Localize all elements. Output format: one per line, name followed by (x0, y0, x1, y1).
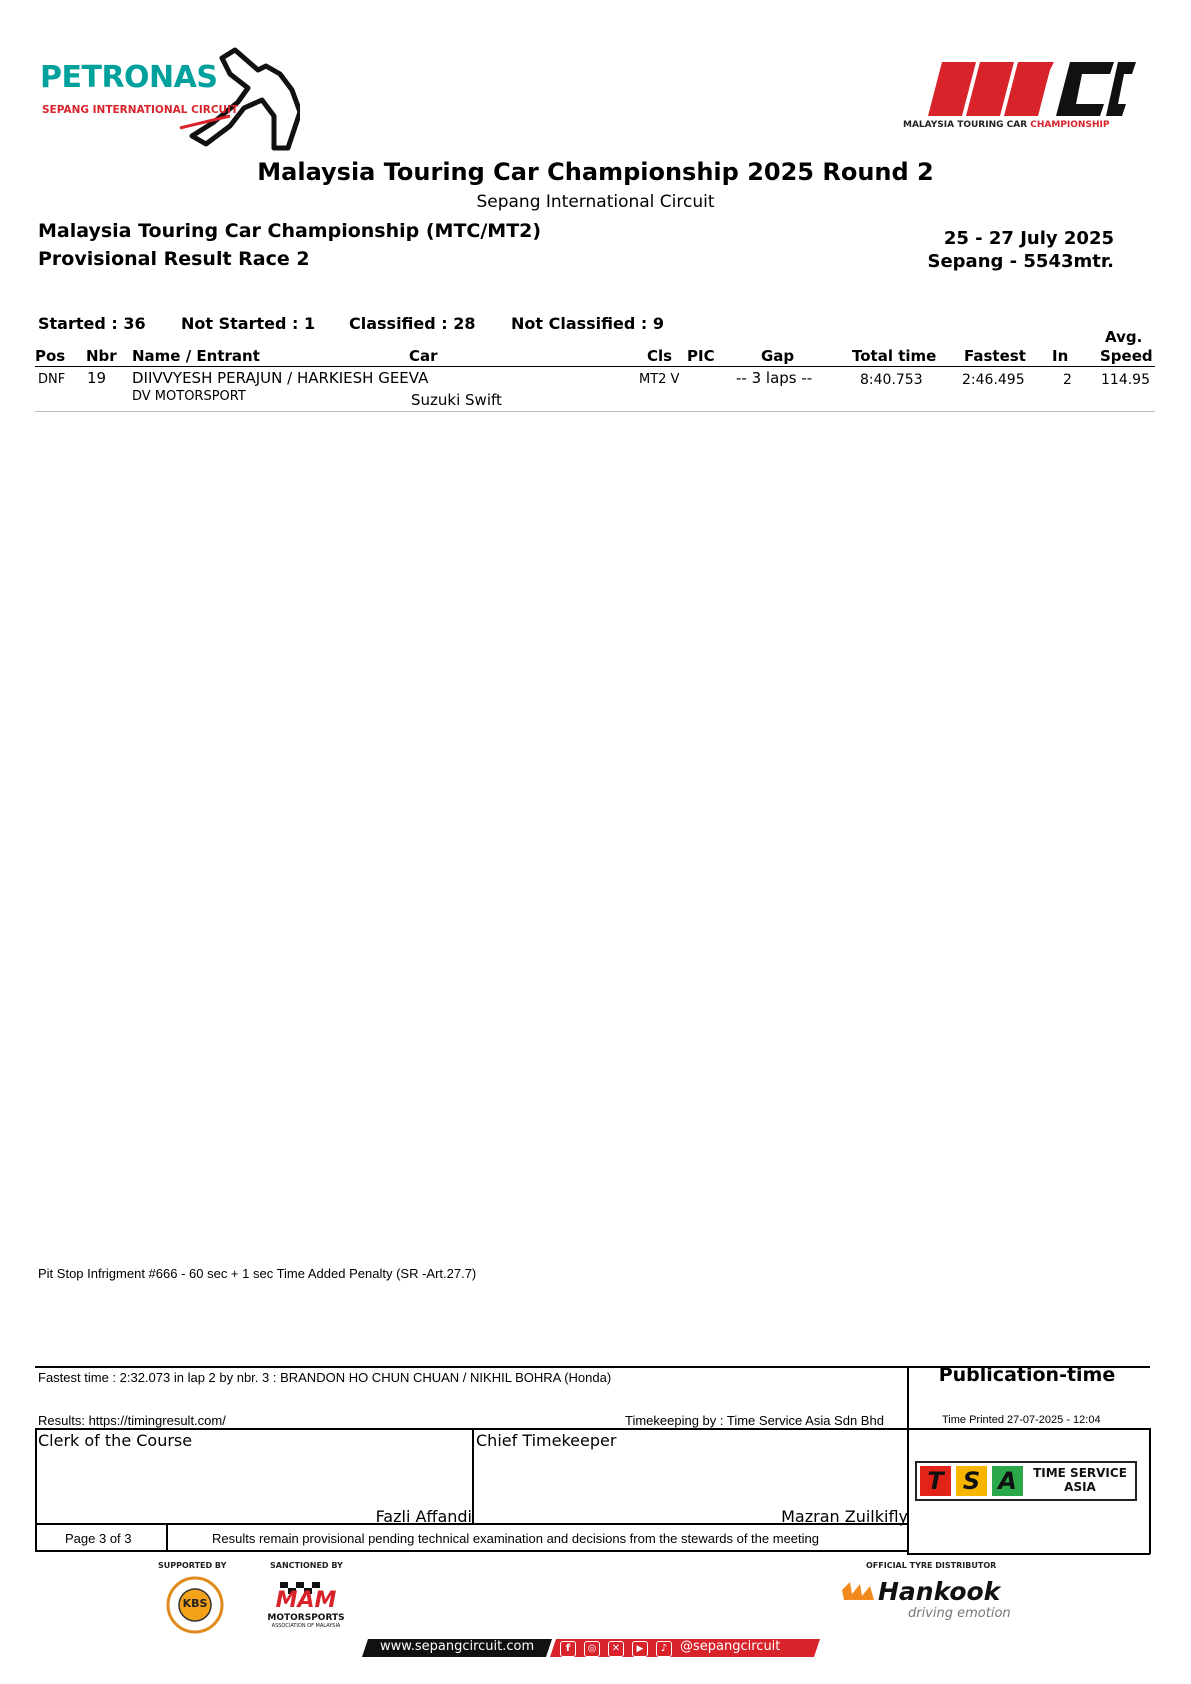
mam-text: MAM (275, 1588, 337, 1613)
tsa-logo (915, 1461, 1137, 1501)
header-divider (35, 366, 1155, 367)
penalty-note: Pit Stop Infrigment #666 - 60 sec + 1 sec Time Added Penalty (SR -Art.27.7) (38, 1266, 477, 1281)
petronas-subtitle: SEPANG INTERNATIONAL CIRCUIT (42, 104, 239, 116)
result-nbr: 19 (87, 369, 107, 387)
series-name: Malaysia Touring Car Championship (MTC/MT2) (38, 220, 542, 242)
instagram-icon[interactable]: ◎ (584, 1641, 600, 1657)
social-handle[interactable]: @sepangcircuit (680, 1639, 781, 1654)
session-name: Provisional Result Race 2 (38, 248, 310, 270)
mam-subtext-2: ASSOCIATION OF MALAYSIA (271, 1623, 341, 1629)
result-speed: 114.95 (1101, 372, 1150, 388)
hankook-logo: Hankook (878, 1577, 1001, 1606)
result-total-time: 8:40.753 (860, 372, 923, 388)
col-pos: Pos (35, 347, 66, 365)
timekeeper-name: Mazran Zuilkifly (781, 1507, 908, 1526)
results-url[interactable]: Results: https://timingresult.com/ (38, 1413, 226, 1428)
event-title: Malaysia Touring Car Championship 2025 Round 2 (257, 158, 934, 186)
facebook-icon[interactable]: f (560, 1641, 576, 1657)
result-car: Suzuki Swift (411, 391, 502, 409)
result-drivers: DIIVVYESH PERAJUN / HARKIESH GEEVA (132, 369, 429, 387)
mam-subtext: MOTORSPORTS (267, 1613, 345, 1623)
col-cls: Cls (647, 347, 673, 365)
clerk-name: Fazli Affandi (375, 1507, 472, 1526)
col-nbr: Nbr (86, 347, 117, 365)
tsa-right-line (1149, 1428, 1151, 1554)
mtcc-logo (920, 60, 1136, 120)
classified-count: Classified : 28 (349, 314, 476, 333)
tsa-bottom-line (907, 1553, 1150, 1555)
tsa-letter-t: T (920, 1466, 951, 1496)
hankook-tagline: driving emotion (908, 1606, 1011, 1621)
col-name: Name / Entrant (132, 347, 260, 365)
page-number: Page 3 of 3 (65, 1531, 132, 1546)
petronas-wordmark: PETRONAS (40, 60, 218, 95)
result-fastest: 2:46.495 (962, 372, 1025, 388)
timekeeping-info: Timekeeping by : Time Service Asia Sdn Bhd (625, 1413, 884, 1428)
time-printed: Time Printed 27-07-2025 - 12:04 (942, 1414, 1101, 1426)
sig-top-line (35, 1428, 907, 1430)
disclaimer: Results remain provisional pending technical examination and decisions from the stewards of the meeting (212, 1531, 819, 1546)
sig-mid-line (472, 1428, 474, 1524)
event-dates: 25 - 27 July 2025 (943, 228, 1114, 249)
result-entrant: DV MOTORSPORT (132, 389, 246, 404)
tiktok-icon[interactable]: ♪ (656, 1641, 672, 1657)
result-gap: -- 3 laps -- (736, 369, 813, 387)
supported-by-label: SUPPORTED BY (158, 1561, 227, 1570)
col-gap: Gap (761, 347, 795, 365)
mam-logo (250, 1580, 362, 1632)
kbs-logo (166, 1576, 224, 1634)
timekeeper-title: Chief Timekeeper (476, 1431, 617, 1450)
not-classified-count: Not Classified : 9 (511, 314, 664, 333)
tsa-text-line2: ASIA (1064, 1480, 1096, 1494)
col-total-time: Total time (852, 347, 937, 365)
x-icon[interactable]: ✕ (608, 1641, 624, 1657)
website-link[interactable]: www.sepangcircuit.com (380, 1639, 535, 1654)
col-fastest: Fastest (964, 347, 1026, 365)
col-pic: PIC (687, 347, 715, 365)
col-car: Car (409, 347, 438, 365)
page-divider (166, 1523, 168, 1551)
tsa-letter-a: A (992, 1466, 1023, 1496)
kbs-text: KBS (182, 1597, 208, 1610)
venue-length: Sepang - 5543mtr. (927, 251, 1114, 272)
result-pos: DNF (38, 372, 66, 387)
row-divider (35, 411, 1155, 412)
publication-time-heading: Publication-time (938, 1364, 1116, 1386)
col-speed: Speed (1100, 347, 1153, 365)
hankook-flag-icon (840, 1580, 876, 1602)
tsa-text (1029, 1466, 1131, 1494)
mtcc-subtitle: MALAYSIA TOURING CAR CHAMPIONSHIP (903, 120, 1110, 130)
clerk-title: Clerk of the Course (38, 1431, 193, 1450)
social-bar (362, 1637, 820, 1659)
tsa-letter-s: S (956, 1466, 987, 1496)
not-started-count: Not Started : 1 (181, 314, 316, 333)
result-in: 2 (1063, 372, 1072, 388)
col-in: In (1052, 347, 1069, 365)
circuit-name: Sepang International Circuit (476, 192, 715, 212)
sig-left-line (35, 1428, 37, 1551)
sanctioned-by-label: SANCTIONED BY (270, 1561, 343, 1570)
started-count: Started : 36 (38, 314, 146, 333)
tsa-text-line1: TIME SERVICE (1033, 1466, 1127, 1480)
tyre-distributor-label: OFFICIAL TYRE DISTRIBUTOR (866, 1561, 997, 1570)
result-class: MT2 V (639, 372, 680, 387)
fastest-time-info: Fastest time : 2:32.073 in lap 2 by nbr. 3 : BRANDON HO CHUN CHUAN / NIKHIL BOHRA (Honda) (38, 1370, 612, 1385)
col-avg: Avg. (1105, 328, 1143, 346)
tsa-top-line (907, 1428, 1150, 1430)
youtube-icon[interactable]: ▶ (632, 1641, 648, 1657)
